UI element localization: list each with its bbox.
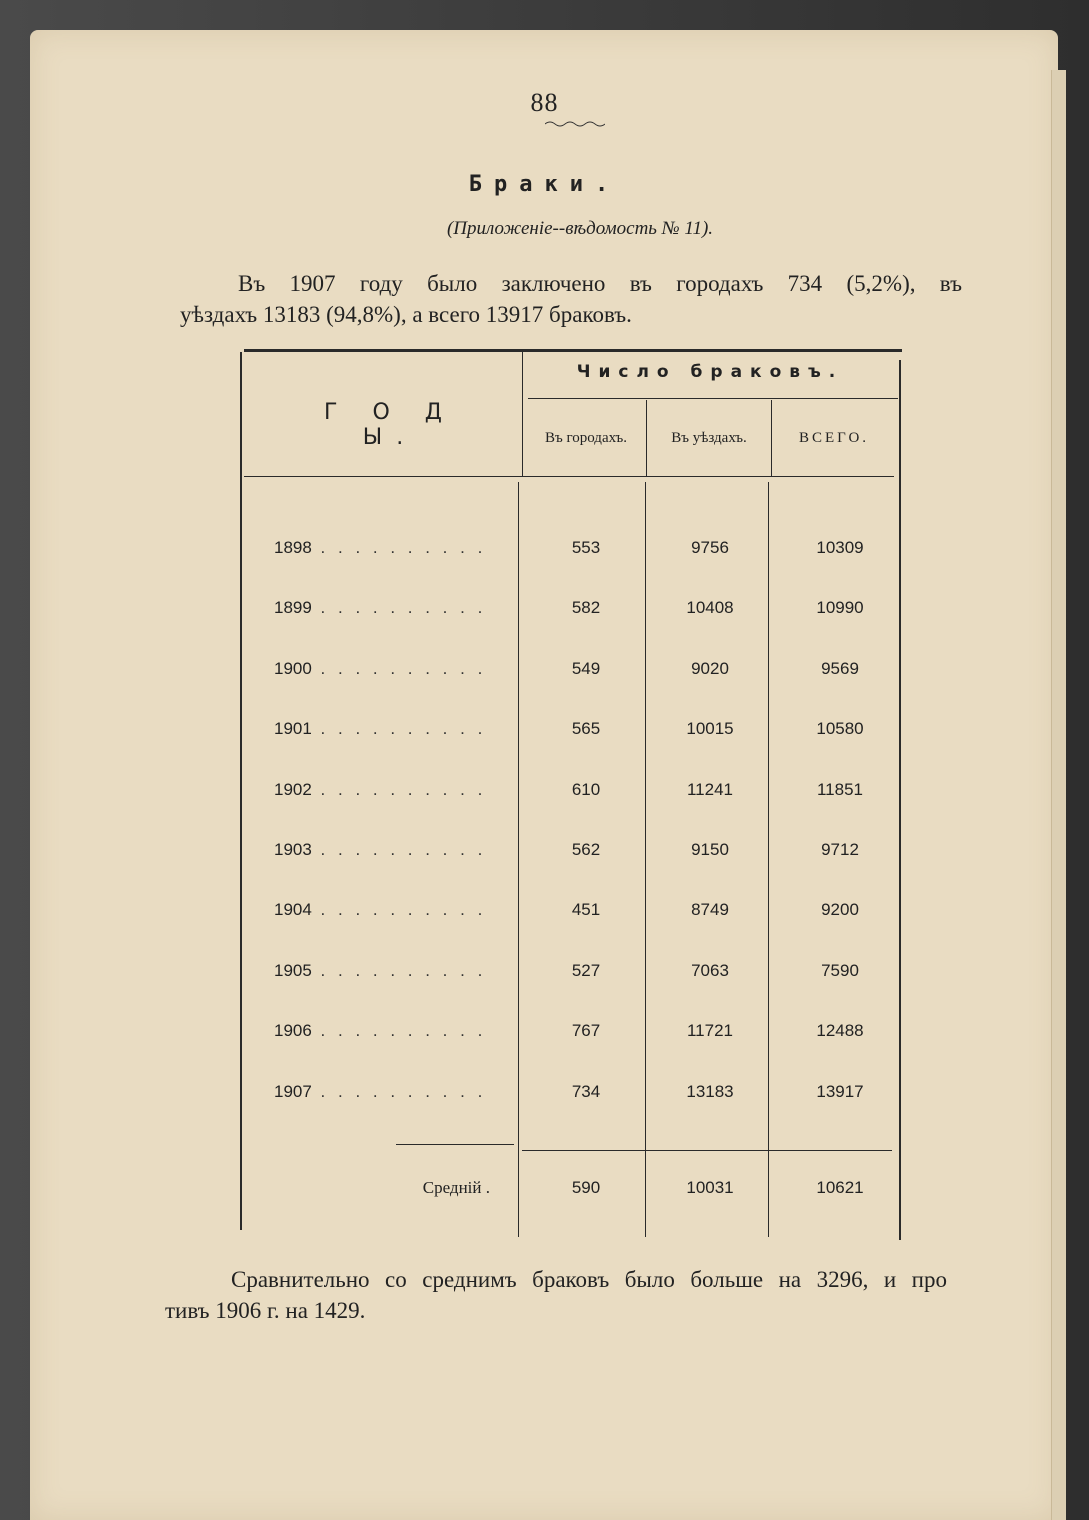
table-row [0,538,1089,568]
section-subtitle: (Приложеніе--вѣдомость № 11). [446,218,714,239]
uezd-cell: 9020 [691,658,729,678]
year-cell [274,538,514,558]
table-row [0,1082,1089,1112]
total-cell: 10309 [816,538,864,557]
ornament-squiggle [545,120,605,128]
total-cell: 10990 [816,598,864,618]
total-cell: 12488 [816,1021,864,1041]
year-value: 1902 [274,779,312,799]
uezd-cell: 10408 [686,598,734,618]
leader-dots: . . . . . . . . . . [311,598,487,618]
city-cell: 582 [571,598,601,618]
table-row [0,780,1089,810]
city-cell: 734 [571,1081,601,1101]
year-cell [274,900,514,920]
year-value: 1906 [274,1021,312,1041]
city-cell: 610 [571,779,601,799]
table-row [0,719,1089,749]
year-value: 1905 [274,960,312,980]
uezd-cell: 11721 [686,1021,733,1041]
average-uezd: 10031 [686,1178,734,1197]
city-cell: 549 [571,658,601,678]
group-column-header: Число браковъ. [576,362,844,382]
leader-dots: . . . . . . . . . . [311,840,487,859]
uezd-cell: 13183 [686,1081,734,1101]
leader-dots: . . . . . . . . . . [311,779,487,799]
city-cell: 565 [571,719,601,739]
uezd-cell: 10015 [686,719,734,739]
leader-dots: . . . . . . . . . . [311,1081,487,1101]
table-row [0,900,1089,930]
total-cell: 9569 [821,658,859,678]
leader-dots: . . . . . . . . . . [311,960,487,980]
year-value: 1901 [274,719,312,739]
year-cell [274,840,514,860]
uezd-column-rule-header [771,400,772,476]
leader-dots: . . . . . . . . . . [311,538,487,557]
city-column-header: Въ городахъ. [544,430,628,446]
uezd-cell: 7063 [691,960,729,980]
values-total-rule [522,1150,892,1151]
header-bottom-rule [244,476,894,477]
total-column-header: ВСЕГО. [798,430,870,446]
leader-dots: . . . . . . . . . . [311,719,487,739]
uezd-cell: 9756 [691,538,729,557]
city-cell: 451 [571,900,601,920]
leader-dots: . . . . . . . . . . [311,900,487,920]
year-value: 1898 [274,538,312,557]
conclusion-line-2: тивъ 1906 г. на 1429. [165,1298,366,1323]
city-cell: 527 [571,960,601,980]
intro-line-1: Въ 1907 году было заключено въ городахъ 734 (5,2%), въ [238,271,962,296]
total-cell: 7590 [821,960,859,980]
leader-dots: . . . . . . . . . . [311,1021,487,1041]
city-cell: 767 [571,1021,601,1041]
group-header-rule [528,398,898,399]
total-cell: 13917 [816,1081,864,1101]
city-cell: 553 [571,538,601,557]
table-top-rule [244,349,902,352]
year-value: 1904 [274,900,312,920]
intro-line-2: уѣздахъ 13183 (94,8%), а всего 13917 браковъ. [180,302,632,327]
year-value: 1903 [274,840,312,859]
average-city: 590 [571,1178,601,1197]
year-cell [274,1021,514,1041]
table-row [0,840,1089,870]
year-value: 1907 [274,1081,312,1101]
uezd-cell: 11241 [686,779,733,799]
year-cell [274,719,514,739]
year-value: 1900 [274,658,312,678]
total-cell: 11851 [816,779,863,799]
average-label: Средній . [422,1178,490,1197]
conclusion-paragraph [165,1264,947,1326]
intro-paragraph [180,268,962,330]
total-cell: 9712 [821,840,859,859]
years-column-header: Г О Д Ы. [324,400,456,450]
uezd-cell: 9150 [691,840,729,859]
year-cell [274,659,514,679]
page-number: 88 [530,88,559,117]
conclusion-line-1: Сравнительно со среднимъ браковъ было больше на 3296, и про [231,1267,947,1292]
years-total-rule [396,1144,514,1145]
year-cell [274,961,514,981]
year-cell [274,780,514,800]
city-column-rule-header [646,400,647,476]
uezd-column-header: Въ уѣздахъ. [671,430,747,446]
year-cell [274,1082,514,1102]
year-value: 1899 [274,598,312,618]
table-row [0,598,1089,628]
table-row [0,1021,1089,1051]
section-title: Браки. [468,172,621,197]
year-cell [274,598,514,618]
table-row [0,961,1089,991]
average-total: 10621 [816,1178,864,1197]
table-row [0,659,1089,689]
uezd-cell: 8749 [691,900,729,920]
city-cell: 562 [571,840,601,859]
leader-dots: . . . . . . . . . . [311,658,487,678]
total-cell: 9200 [821,900,859,920]
total-cell: 10580 [816,719,864,739]
years-column-rule [522,352,523,476]
average-row [0,1178,1089,1208]
